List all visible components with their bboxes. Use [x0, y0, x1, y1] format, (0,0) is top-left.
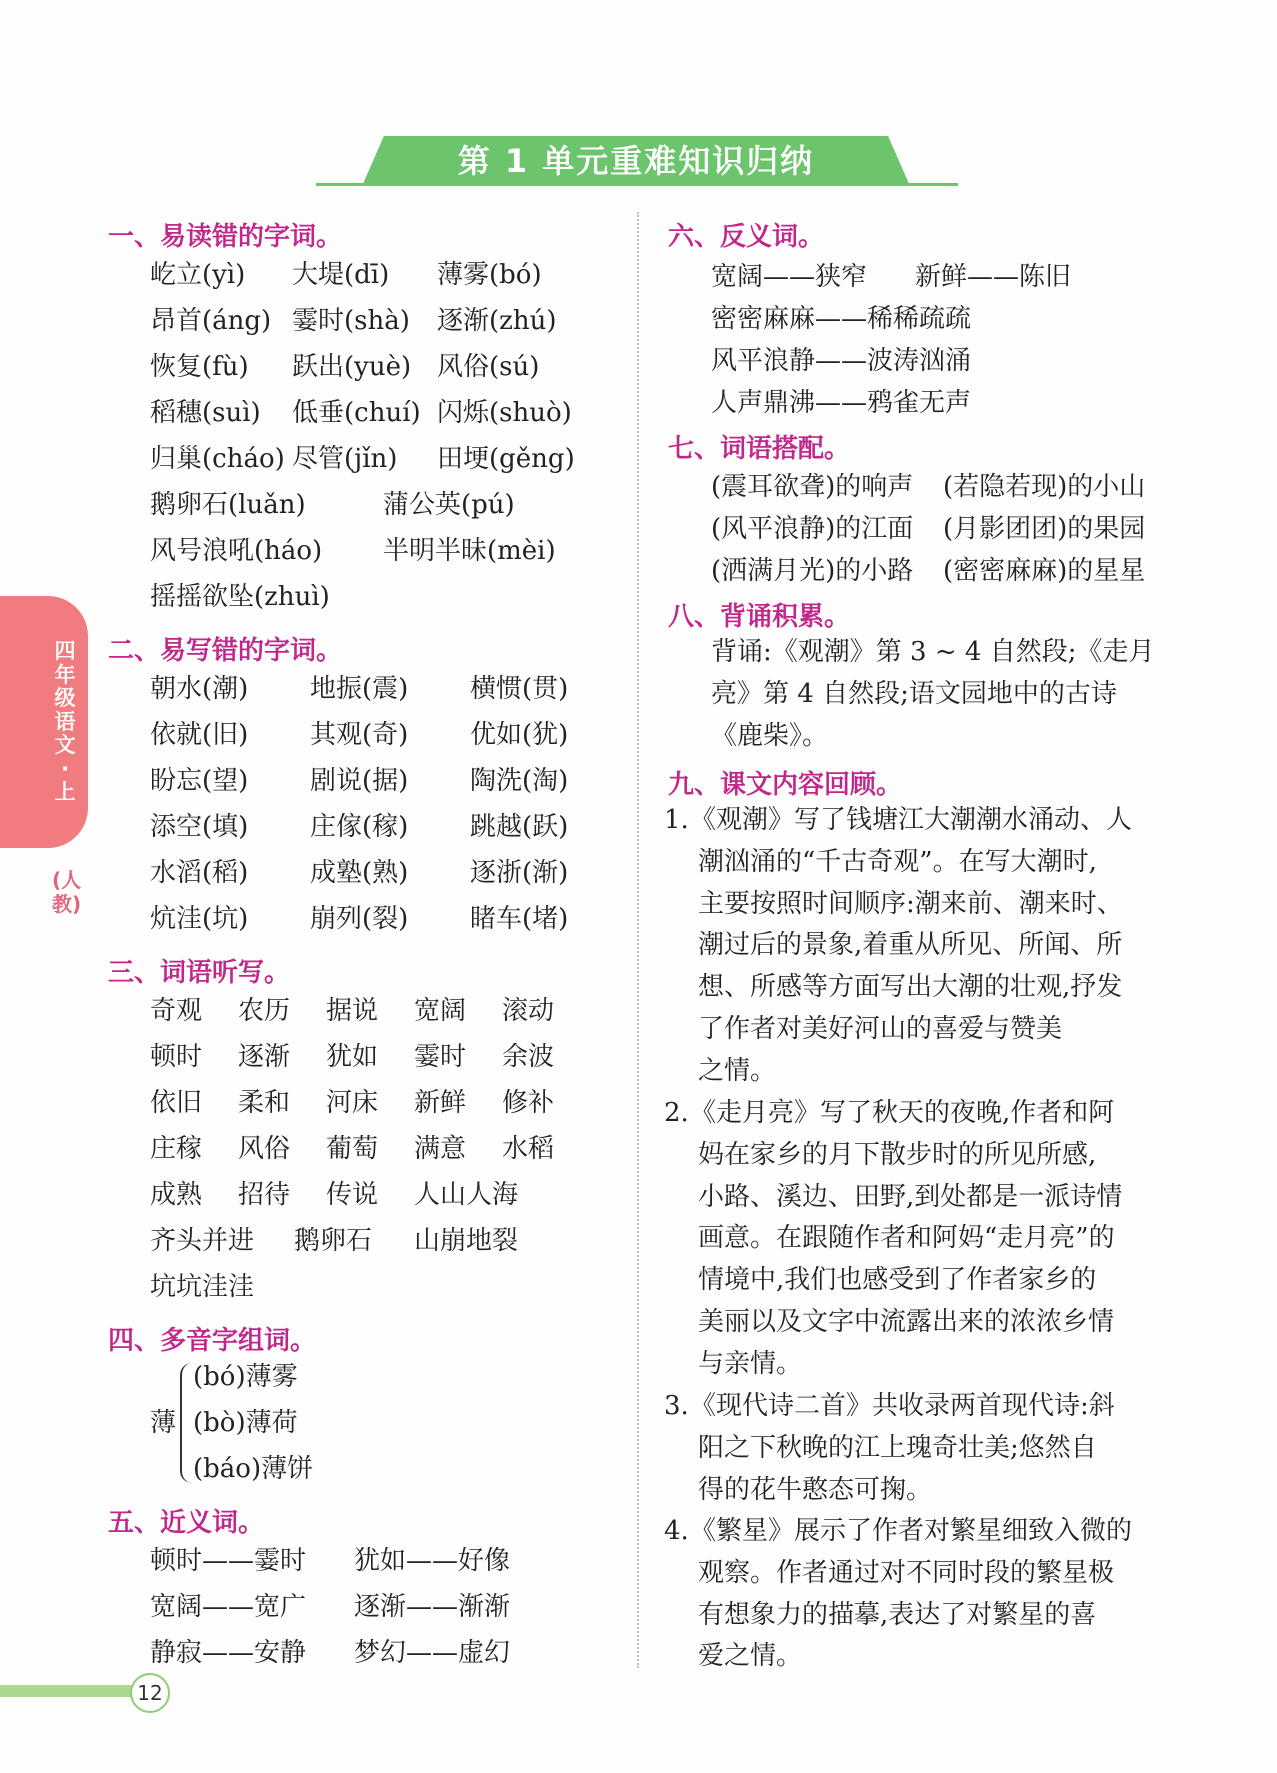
s9-line: 妈在家乡的月下散步时的所见所感, — [698, 1139, 1097, 1170]
s4-char: 薄 — [150, 1408, 177, 1438]
s1-item: 大堤(dī) — [292, 260, 390, 290]
s1-item: 风俗(sú) — [437, 352, 540, 382]
s9-line: 想、所感等方面写出大潮的壮观,抒发 — [698, 972, 1123, 1003]
s3-word: 风俗 — [238, 1134, 291, 1164]
s3-word: 齐头并进 — [150, 1226, 255, 1256]
s2-item: 横惯(贯) — [470, 674, 569, 704]
column-divider — [637, 212, 639, 1668]
s2-item: 剧说(据) — [310, 766, 409, 796]
s3-word: 奇观 — [150, 996, 203, 1026]
s9-line: 了作者对美好河山的喜爱与赞美 — [698, 1013, 1063, 1044]
s2-item: 逐浙(渐) — [470, 858, 569, 888]
s9-item-3 — [690, 1386, 1115, 1511]
s6-row: 人声鼎沸——鸦雀无声 — [711, 388, 972, 418]
s4-item: (báo)薄饼 — [193, 1454, 314, 1484]
s2-item: 依就(旧) — [150, 720, 249, 750]
s3-word: 山崩地裂 — [414, 1226, 519, 1256]
s2-item: 朝水(潮) — [150, 674, 249, 704]
s9-line: 潮汹涌的“千古奇观”。在写大潮时, — [698, 846, 1097, 877]
s1-item: 屹立(yì) — [150, 260, 246, 290]
s9-line: 《现代诗二首》共收录两首现代诗:斜 — [690, 1391, 1115, 1421]
s9-item-1 — [690, 800, 1132, 1093]
s3-word: 河床 — [326, 1088, 379, 1118]
s7-phrase: (洒满月光)的小路 — [711, 556, 914, 586]
s1-item: 摇摇欲坠(zhuì) — [150, 582, 330, 612]
section-6-heading: 六、反义词。 — [668, 222, 825, 252]
s9-line: 爱之情。 — [698, 1641, 803, 1672]
s1-item: 低垂(chuí) — [292, 398, 421, 428]
s2-item: 地振(震) — [310, 674, 409, 704]
s3-word: 人山人海 — [414, 1180, 519, 1210]
s9-line: 观察。作者通过对不同时段的繁星极 — [698, 1557, 1115, 1588]
s9-line: 得的花牛憨态可掬。 — [698, 1474, 933, 1505]
s6-pair: 新鲜——陈旧 — [915, 262, 1072, 292]
s1-item: 风号浪吼(háo) — [150, 536, 323, 566]
s1-item: 田埂(gěng) — [437, 444, 575, 474]
s3-word: 葡萄 — [326, 1134, 379, 1164]
s9-line: 有想象力的描摹,表达了对繁星的喜 — [698, 1599, 1097, 1630]
s1-item: 尽管(jǐn) — [292, 444, 398, 474]
section-1-heading: 一、易读错的字词。 — [108, 222, 343, 252]
s1-item: 逐渐(zhú) — [437, 306, 557, 336]
s9-item-number: 3. — [664, 1391, 689, 1421]
s8-line: 亮》第 4 自然段;语文园地中的古诗 — [711, 678, 1117, 709]
s1-item: 闪烁(shuò) — [437, 398, 572, 428]
s3-word: 满意 — [414, 1134, 467, 1164]
s3-word: 霎时 — [414, 1042, 467, 1072]
s3-word: 鹅卵石 — [294, 1226, 373, 1256]
s7-phrase: (震耳欲聋)的响声 — [711, 472, 914, 502]
s2-item: 庄傢(稼) — [310, 812, 409, 842]
s9-line: 《繁星》展示了作者对繁星细致入微的 — [690, 1516, 1133, 1546]
s1-item: 稻穗(suì) — [150, 398, 261, 428]
s3-word: 依旧 — [150, 1088, 203, 1118]
s7-phrase: (风平浪静)的江面 — [711, 514, 914, 544]
s3-word: 新鲜 — [414, 1088, 467, 1118]
footer-bar — [0, 1685, 134, 1697]
section-8-heading: 八、背诵积累。 — [668, 602, 851, 632]
s4-item: (bó)薄雾 — [193, 1362, 298, 1392]
s3-word: 宽阔 — [414, 996, 467, 1026]
s5-pair: 梦幻——虚幻 — [354, 1638, 511, 1668]
s2-item: 崩列(裂) — [310, 904, 409, 934]
s2-item: 其观(奇) — [310, 720, 409, 750]
s6-row: 密密麻麻——稀稀疏疏 — [711, 304, 972, 334]
s3-word: 修补 — [502, 1088, 555, 1118]
s2-item: 陶洗(淘) — [470, 766, 569, 796]
s1-item: 鹅卵石(luǎn) — [150, 490, 306, 520]
s3-word: 滚动 — [502, 996, 555, 1026]
s5-pair: 顿时——霎时 — [150, 1546, 307, 1576]
s2-item: 跳越(跃) — [470, 812, 569, 842]
s5-pair: 犹如——好像 — [354, 1546, 511, 1576]
s2-item: 优如(犹) — [470, 720, 569, 750]
s9-line: 《走月亮》写了秋天的夜晚,作者和阿 — [690, 1098, 1115, 1128]
s7-phrase: (若隐若现)的小山 — [943, 472, 1146, 502]
s3-word: 据说 — [326, 996, 379, 1026]
s5-pair: 宽阔——宽广 — [150, 1592, 307, 1622]
s6-row: 风平浪静——波涛汹涌 — [711, 346, 972, 376]
s9-line: 潮过后的景象,着重从所见、所闻、所 — [698, 930, 1123, 961]
s1-item: 蒲公英(pú) — [383, 490, 515, 520]
s4-item: (bò)薄荷 — [193, 1408, 298, 1438]
section-5-heading: 五、近义词。 — [108, 1508, 265, 1538]
s6-pair: 宽阔——狭窄 — [711, 262, 868, 292]
section-2-heading: 二、易写错的字词。 — [108, 636, 343, 666]
s2-item: 水滔(稻) — [150, 858, 249, 888]
s9-item-4 — [690, 1511, 1132, 1678]
s9-line: 《观潮》写了钱塘江大潮潮水涌动、人 — [690, 805, 1133, 835]
s9-line: 阳之下秋晚的江上瑰奇壮美;悠然自 — [698, 1432, 1097, 1463]
s9-line: 小路、溪边、田野,到处都是一派诗情 — [698, 1181, 1123, 1212]
s9-line: 主要按照时间顺序:潮来前、潮来时、 — [698, 888, 1123, 919]
s5-pair: 逐渐——渐渐 — [354, 1592, 511, 1622]
s3-word: 传说 — [326, 1180, 379, 1210]
s8-line: 《鹿柴》。 — [711, 720, 829, 751]
section-7-heading: 七、词语搭配。 — [668, 434, 851, 464]
s9-line: 与亲情。 — [698, 1348, 803, 1379]
s5-pair: 静寂——安静 — [150, 1638, 307, 1668]
s3-word: 逐渐 — [238, 1042, 291, 1072]
s2-item: 炕洼(坑) — [150, 904, 249, 934]
s3-word: 犹如 — [326, 1042, 379, 1072]
s1-item: 恢复(fù) — [150, 352, 249, 382]
s9-line: 之情。 — [698, 1055, 777, 1086]
s2-item: 添空(填) — [150, 812, 249, 842]
s3-word: 庄稼 — [150, 1134, 203, 1164]
s1-item: 薄雾(bó) — [437, 260, 542, 290]
s9-line: 画意。在跟随作者和阿妈“走月亮”的 — [698, 1223, 1115, 1254]
s3-word: 坑坑洼洼 — [150, 1272, 255, 1302]
s8-line: 背诵:《观潮》第 3 ~ 4 自然段;《走月 — [711, 637, 1155, 667]
s9-item-2 — [690, 1093, 1122, 1386]
s1-item: 归巢(cháo) — [150, 444, 285, 474]
s3-word: 农历 — [238, 996, 291, 1026]
s3-word: 招待 — [238, 1180, 291, 1210]
s1-item: 半明半昧(mèi) — [383, 536, 556, 566]
section-3-heading: 三、词语听写。 — [108, 958, 291, 988]
s3-word: 水稻 — [502, 1134, 555, 1164]
s3-word: 柔和 — [238, 1088, 291, 1118]
page-number: 12 — [130, 1673, 170, 1713]
s2-item: 成塾(熟) — [310, 858, 409, 888]
s2-item: 盼忘(望) — [150, 766, 249, 796]
s9-line: 美丽以及文字中流露出来的浓浓乡情 — [698, 1306, 1115, 1337]
s8-text — [711, 632, 1154, 757]
s3-word: 顿时 — [150, 1042, 203, 1072]
s1-item: 跃出(yuè) — [292, 352, 412, 382]
side-tab-grade: 四年级语文·上 — [54, 639, 76, 804]
s9-item-number: 4. — [664, 1516, 689, 1546]
s9-item-number: 2. — [664, 1098, 689, 1128]
s3-word: 余波 — [502, 1042, 555, 1072]
s2-item: 睹车(堵) — [470, 904, 569, 934]
s7-phrase: (密密麻麻)的星星 — [943, 556, 1146, 586]
s3-word: 成熟 — [150, 1180, 203, 1210]
s9-item-number: 1. — [664, 805, 689, 835]
s1-item: 霎时(shà) — [292, 306, 410, 336]
side-tab-edition: (人教) — [52, 868, 82, 916]
section-9-heading: 九、课文内容回顾。 — [668, 770, 903, 800]
s9-line: 情境中,我们也感受到了作者家乡的 — [698, 1265, 1097, 1296]
s7-phrase: (月影团团)的果园 — [943, 514, 1146, 544]
page-title: 第 1 单元重难知识归纳 — [457, 142, 815, 180]
s1-item: 昂首(áng) — [150, 306, 272, 336]
section-4-heading: 四、多音字组词。 — [108, 1326, 317, 1356]
